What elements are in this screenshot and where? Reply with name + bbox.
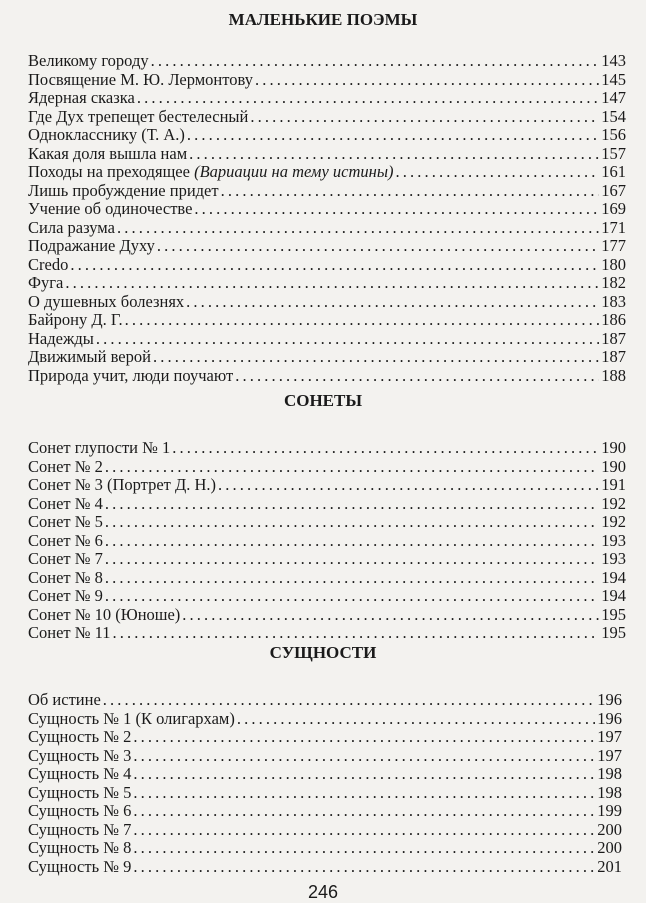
entry-title — [28, 550, 103, 569]
entry-page: 191 — [601, 475, 626, 494]
dot-leader — [151, 52, 600, 71]
entry-title — [28, 513, 103, 532]
entry-title-text: Сущность № 9 — [28, 856, 132, 876]
entry-title-text: Об истине — [28, 690, 101, 709]
entry-title-text: Сущность № 5 — [28, 782, 132, 802]
toc-entry — [28, 71, 626, 90]
dot-leader — [133, 747, 595, 766]
dot-leader — [133, 839, 595, 858]
entry-title-text: Сила разума — [28, 217, 115, 237]
entry-title-text: Credo — [28, 254, 69, 274]
entry-page: 195 — [601, 604, 626, 624]
entry-title-text: Байрону Д. Г. — [28, 310, 123, 329]
entry-page: 194 — [601, 586, 626, 605]
entry-title — [28, 802, 131, 821]
entry-title — [28, 458, 103, 477]
toc-entry — [28, 367, 626, 386]
toc-entry — [28, 532, 626, 551]
dot-leader — [218, 476, 599, 495]
dot-leader — [153, 348, 599, 367]
dot-leader — [125, 311, 600, 330]
toc-entry — [28, 311, 626, 330]
section-title-sonnets: СОНЕТЫ — [283, 391, 363, 410]
toc-entry — [28, 495, 626, 514]
toc-entry — [28, 821, 622, 840]
entry-title — [28, 839, 131, 858]
toc-entry — [28, 52, 626, 71]
toc-entry — [28, 163, 626, 182]
entry-title — [28, 311, 123, 330]
dot-leader — [65, 274, 599, 293]
entry-page: 157 — [601, 143, 626, 163]
page-number: 246 — [307, 882, 339, 902]
entry-page: 197 — [597, 727, 622, 746]
entry-page: 187 — [601, 347, 626, 366]
toc-entry — [28, 237, 626, 256]
entry-title-text: Фуга — [28, 273, 64, 292]
entry-title — [28, 237, 155, 256]
toc-entry — [28, 765, 622, 784]
entry-page: 177 — [601, 236, 626, 255]
entry-page: 195 — [601, 623, 626, 642]
entry-title-text: Сонет № 10 (Юноше) — [28, 604, 181, 624]
entry-page: 193 — [601, 530, 626, 550]
entry-page: 182 — [601, 273, 626, 292]
entry-page: 171 — [601, 217, 626, 237]
entry-title-text: Сущность № 4 — [28, 764, 132, 783]
toc-entry — [28, 587, 626, 606]
entry-page: 161 — [601, 162, 626, 181]
entry-title — [28, 747, 131, 766]
toc-entry — [28, 126, 626, 145]
entry-title-text: Ядерная сказка — [28, 88, 135, 107]
entry-title — [28, 495, 103, 514]
entry-title-text: О душевных болезнях — [28, 291, 185, 311]
dot-leader — [105, 495, 599, 514]
entry-page: 186 — [601, 310, 626, 329]
entry-title — [28, 145, 187, 164]
toc-entry — [28, 606, 626, 625]
entry-title — [28, 476, 216, 495]
entry-title-text: Сонет № 9 — [28, 586, 103, 605]
entry-page: 188 — [601, 365, 626, 385]
entry-title-text: Великому городу — [28, 51, 149, 70]
toc-entry — [28, 330, 626, 349]
dot-leader — [194, 200, 599, 219]
entry-page: 190 — [601, 456, 626, 476]
entry-title-text: Надежды — [28, 328, 94, 348]
entry-title-text: Сонет № 4 — [28, 493, 103, 513]
entry-title — [28, 256, 68, 275]
entry-title-text: Сущность № 6 — [28, 801, 132, 820]
entry-title — [28, 330, 94, 349]
dot-leader — [182, 606, 599, 625]
dot-leader — [105, 458, 599, 477]
toc-entry — [28, 145, 626, 164]
dot-leader — [133, 802, 595, 821]
entry-title-text: Лишь пробуждение придет — [28, 180, 219, 200]
dot-leader — [133, 728, 595, 747]
entry-page: 200 — [597, 838, 622, 857]
dot-leader — [133, 784, 595, 803]
entry-title — [28, 606, 180, 625]
dot-leader — [96, 330, 599, 349]
dot-leader — [237, 710, 595, 729]
entry-title-text: Сонет № 11 — [28, 623, 111, 642]
entry-title — [28, 52, 149, 71]
entry-page: 201 — [597, 856, 622, 876]
entry-title-text: Походы на преходящее — [28, 162, 190, 181]
section-title-small-poems: МАЛЕНЬКИЕ ПОЭМЫ — [228, 10, 418, 29]
entry-title — [28, 691, 101, 710]
dot-leader — [137, 89, 599, 108]
entry-page: 197 — [597, 745, 622, 765]
entry-title-text: Сонет № 3 (Портрет Д. Н.) — [28, 475, 217, 494]
toc-entry — [28, 624, 626, 643]
entry-title-text: Какая доля вышла нам — [28, 143, 188, 163]
entry-title-text: Сонет № 5 — [28, 512, 103, 531]
entry-title-text: Движимый верой — [28, 347, 151, 366]
entry-title — [28, 710, 235, 729]
toc-entry — [28, 839, 622, 858]
dot-leader — [105, 550, 599, 569]
dot-leader — [105, 513, 599, 532]
entry-title — [28, 728, 131, 747]
toc-entry — [28, 858, 622, 877]
toc-entry — [28, 747, 622, 766]
toc-entry — [28, 513, 626, 532]
dot-leader — [186, 293, 599, 312]
entry-title — [28, 569, 103, 588]
entry-title — [28, 108, 248, 127]
entry-title-text: Посвящение М. Ю. Лермонтову — [28, 69, 253, 89]
entry-title-text: Сонет № 7 — [28, 549, 103, 568]
entry-title — [28, 765, 131, 784]
entry-title-text: Учение об одиночестве — [28, 199, 193, 218]
entry-title — [28, 163, 394, 182]
entry-subtitle: (Вариации на тему истины) — [194, 162, 394, 181]
entry-page: 198 — [597, 782, 622, 802]
dot-leader — [133, 821, 595, 840]
entry-title — [28, 71, 253, 90]
entry-page: 196 — [597, 708, 622, 728]
entry-title-text: Сонет глупости № 1 — [28, 438, 171, 457]
entry-page: 194 — [601, 567, 626, 587]
toc-entry — [28, 219, 626, 238]
section-title-essences: СУЩНОСТИ — [269, 643, 377, 662]
dot-leader — [189, 145, 599, 164]
entry-title-text: Однокласснику (Т. А.) — [28, 125, 185, 144]
toc-entry — [28, 476, 626, 495]
entry-title — [28, 587, 103, 606]
toc-entry — [28, 458, 626, 477]
entry-title-text: Сущность № 8 — [28, 838, 132, 857]
entry-title — [28, 784, 131, 803]
entry-page: 190 — [601, 438, 626, 457]
toc-section-sonnets — [28, 439, 626, 643]
toc-entry — [28, 691, 622, 710]
entry-title-text: Сонет № 2 — [28, 456, 103, 476]
entry-page: 198 — [597, 764, 622, 783]
dot-leader — [105, 569, 599, 588]
entry-title — [28, 367, 233, 386]
dot-leader — [133, 765, 595, 784]
entry-title — [28, 858, 131, 877]
entry-title — [28, 821, 131, 840]
entry-title-text: Природа учит, люди поучают — [28, 365, 234, 385]
entry-title — [28, 532, 103, 551]
toc-entry — [28, 348, 626, 367]
entry-title — [28, 348, 151, 367]
toc-entry — [28, 728, 622, 747]
entry-title-text: Сонет № 6 — [28, 530, 103, 550]
dot-leader — [187, 126, 599, 145]
toc-entry — [28, 89, 626, 108]
dot-leader — [396, 163, 600, 182]
entry-page: 156 — [601, 125, 626, 144]
entry-page: 169 — [601, 199, 626, 218]
toc-entry — [28, 569, 626, 588]
entry-page: 167 — [601, 180, 626, 200]
entry-title-text: Сонет № 8 — [28, 567, 103, 587]
toc-section-essences — [28, 691, 622, 876]
entry-title — [28, 200, 192, 219]
dot-leader — [70, 256, 599, 275]
dot-leader — [113, 624, 600, 643]
dot-leader — [117, 219, 599, 238]
dot-leader — [255, 71, 599, 90]
entry-title-text: Сущность № 3 — [28, 745, 132, 765]
toc-entry — [28, 108, 626, 127]
entry-page: 187 — [601, 328, 626, 348]
entry-page: 196 — [597, 690, 622, 709]
entry-page: 143 — [601, 51, 626, 70]
entry-page: 147 — [601, 88, 626, 107]
entry-title-text: Сущность № 1 (К олигархам) — [28, 708, 235, 728]
entry-page: 200 — [597, 819, 622, 839]
toc-entry — [28, 274, 626, 293]
entry-page: 192 — [601, 493, 626, 513]
toc-entry — [28, 710, 622, 729]
dot-leader — [221, 182, 600, 201]
toc-entry — [28, 439, 626, 458]
toc-entry — [28, 256, 626, 275]
entry-page: 154 — [601, 106, 626, 126]
entry-title — [28, 274, 63, 293]
entry-title — [28, 624, 111, 643]
toc-section-small-poems — [28, 52, 626, 385]
entry-title-text: Сущность № 7 — [28, 819, 132, 839]
toc-entry — [28, 550, 626, 569]
entry-title-text: Где Дух трепещет бестелесный — [28, 106, 249, 126]
entry-title — [28, 89, 135, 108]
entry-title — [28, 293, 184, 312]
toc-entry — [28, 182, 626, 201]
dot-leader — [105, 587, 599, 606]
toc-entry — [28, 200, 626, 219]
dot-leader — [250, 108, 599, 127]
dot-leader — [157, 237, 599, 256]
toc-entry — [28, 802, 622, 821]
dot-leader — [105, 532, 599, 551]
entry-page: 180 — [601, 254, 626, 274]
toc-entry — [28, 784, 622, 803]
toc-entry — [28, 293, 626, 312]
entry-title — [28, 126, 185, 145]
dot-leader — [133, 858, 595, 877]
entry-page: 183 — [601, 291, 626, 311]
entry-title — [28, 439, 170, 458]
entry-title — [28, 182, 219, 201]
entry-page: 145 — [601, 69, 626, 89]
entry-title — [28, 219, 115, 238]
dot-leader — [172, 439, 599, 458]
entry-page: 199 — [597, 801, 622, 820]
entry-title-text: Подражание Духу — [28, 236, 155, 255]
dot-leader — [103, 691, 595, 710]
entry-page: 192 — [601, 512, 626, 531]
entry-page: 193 — [601, 549, 626, 568]
entry-title-text: Сущность № 2 — [28, 727, 132, 746]
dot-leader — [235, 367, 599, 386]
